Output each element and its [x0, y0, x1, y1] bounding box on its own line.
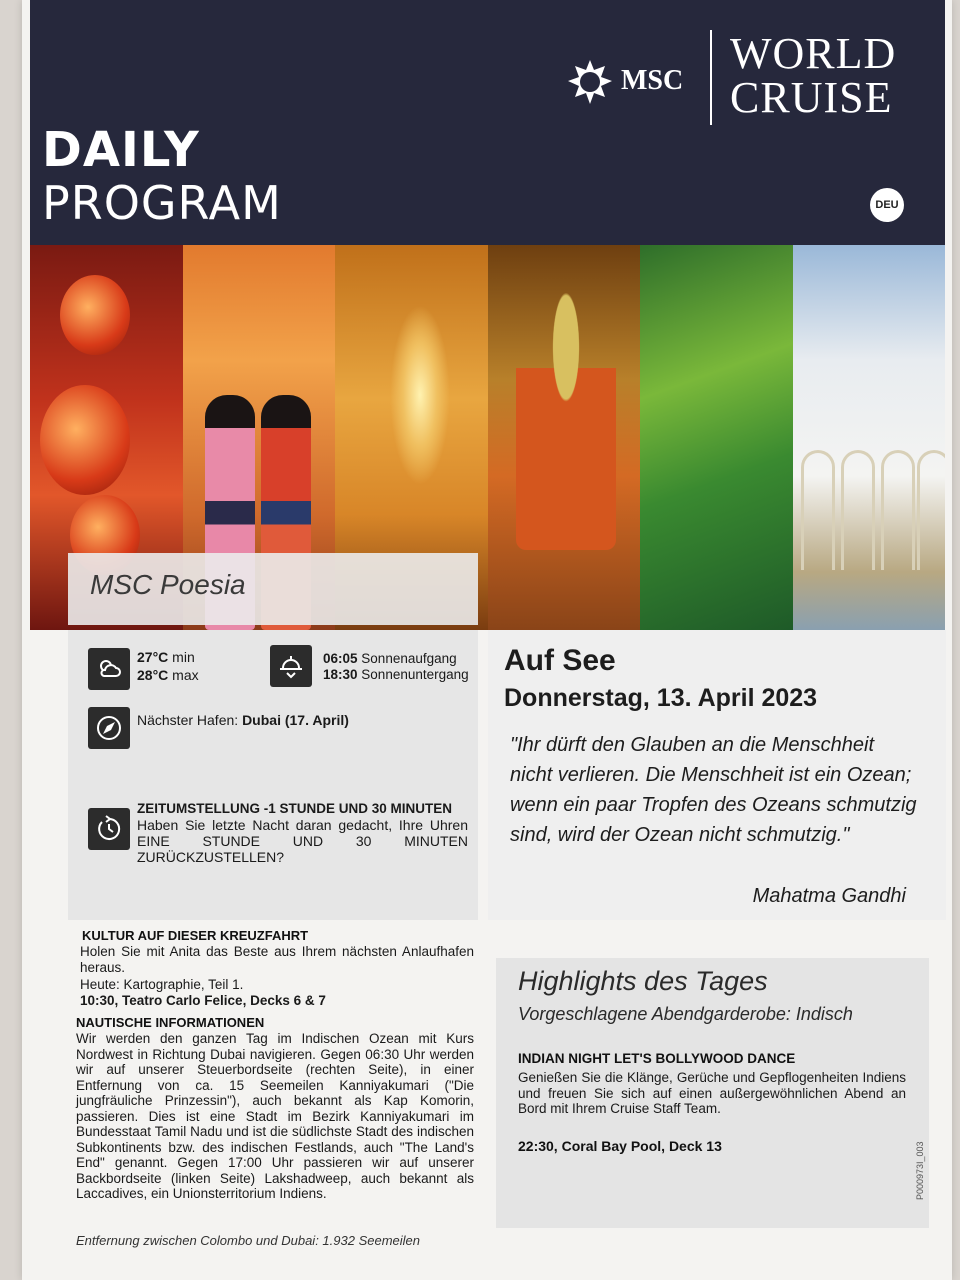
event-text: Genießen Sie die Klänge, Gerüche und Gepflogenheiten Indiens und freuen Sie sich auf einen außergewöhnlichen Abend an Bord mit Ihrem Cruise Staff Team. — [518, 1070, 906, 1116]
brand-divider — [710, 30, 712, 125]
min-temp: 27°C min — [137, 649, 195, 665]
page-title-daily: DAILY — [42, 122, 200, 178]
brand-logo — [565, 30, 935, 125]
compass-icon — [88, 707, 130, 749]
nautical-text: Wir werden den ganzen Tag im Indischen Ozean mit Kurs Nordwest in Richtung Dubai navigieren. Gegen 06:30 Uhr werden wir auf unserer Steuerbordseite (rechten Seite), in einer Entfernung von ca. 15 Seemeilen Kanniyakumari ("Die jungfräuliche Prinzessin"), auch bekannt als Kap Komorin, passieren. Dies ist eine Stadt im Bezirk Kanniyakumari im Bundesstaat Tamil Nadu und ist die südlichste Stadt des indischen Subkontinents bzw. des indischen Festlands, auch "The Land's End" genannt. Gegen 17:00 Uhr passieren wir auf unserer Backbordseite (linken Seite) Lakshadweep, auch bekannt als Laccadives, ein Unionsterritorium Indiens. — [76, 1031, 474, 1201]
msc-seal-icon — [565, 58, 615, 108]
culture-today: Heute: Kartographie, Teil 1. — [80, 977, 244, 992]
culture-title: KULTUR AUF DIESER KREUZFAHRT — [82, 928, 309, 943]
weather-icon — [88, 648, 130, 690]
sunrise: 06:05 Sonnenaufgang — [323, 651, 457, 666]
ship-name: MSC Poesia — [90, 569, 246, 600]
culture-text: Holen Sie mit Anita das Beste aus Ihrem nächsten Anlaufhafen heraus. — [80, 944, 474, 975]
language-badge: DEU — [870, 188, 904, 222]
highlights-panel — [496, 958, 929, 1228]
next-port: Nächster Hafen: Dubai (17. April) — [137, 712, 349, 728]
page-title-program: PROGRAM — [42, 176, 282, 230]
day-panel — [488, 630, 946, 920]
sunrise-sunset-icon — [270, 645, 312, 687]
distance-note: Entfernung zwischen Colombo und Dubai: 1.932 Seemeilen — [76, 1233, 420, 1248]
document-code: P000973I_003 — [915, 1141, 925, 1200]
brand-world-text: WORLD — [730, 29, 897, 78]
day-location: Auf See — [504, 644, 616, 677]
dress-code: Vorgeschlagene Abendgarderobe: Indisch — [518, 1004, 853, 1024]
photo-mosque — [793, 245, 946, 630]
brand-cruise-text: CRUISE — [730, 73, 893, 122]
time-change-text: Haben Sie letzte Nacht daran gedacht, Ihre Uhren EINE STUNDE UND 30 MINUTEN ZURÜCKZUSTELLEN? — [137, 817, 468, 865]
nautical-title: NAUTISCHE INFORMATIONEN — [76, 1015, 265, 1030]
photo-buddha — [488, 245, 641, 630]
culture-time-place: 10:30, Teatro Carlo Felice, Decks 6 & 7 — [80, 993, 326, 1008]
event-title: INDIAN NIGHT LET'S BOLLYWOOD DANCE — [518, 1051, 796, 1066]
photo-rice-terraces — [640, 245, 793, 630]
quote-author: Mahatma Gandhi — [752, 885, 906, 907]
ship-name-box — [68, 553, 478, 625]
max-temp: 28°C max — [137, 667, 199, 683]
time-change-title: ZEITUMSTELLUNG -1 STUNDE UND 30 MINUTEN — [137, 801, 453, 816]
sunset: 18:30 Sonnenuntergang — [323, 667, 469, 682]
brand-msc-text: MSC — [621, 65, 684, 96]
quote-text: "Ihr dürft den Glauben an die Menschheit nicht verlieren. Die Menschheit ist ein Ozean; wenn ein paar Tropfen des Ozeans schmutzig sind, wird der Ozean nicht schmutzig." — [510, 734, 917, 846]
day-date: Donnerstag, 13. April 2023 — [504, 684, 818, 712]
clock-change-icon — [88, 808, 130, 850]
highlights-title: Highlights des Tages — [518, 966, 768, 996]
event-time-place: 22:30, Coral Bay Pool, Deck 13 — [518, 1138, 722, 1154]
